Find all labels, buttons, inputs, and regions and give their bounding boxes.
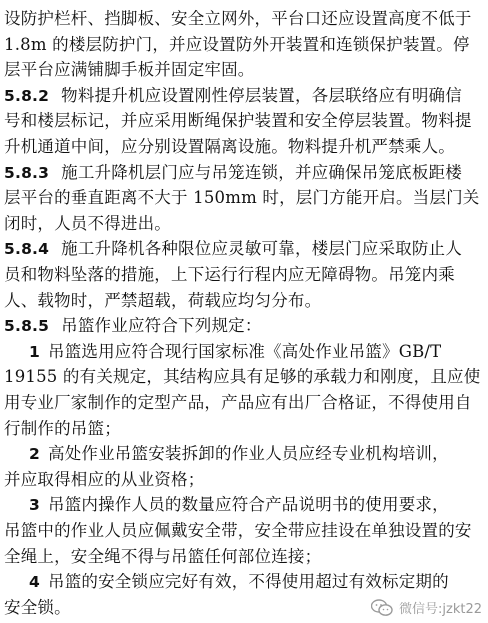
text-line <box>4 83 462 109</box>
line-text: 施工升降机层门应与吊笼连锁，并应确保吊笼底板距楼 <box>61 162 462 182</box>
line-text: 号和楼层标记，并应采用断绳保护装置和安全停层装置。物料提 <box>4 111 472 131</box>
line-text: 用专业厂家制作的定型产品，产品应有出厂合格证，不得使用自 <box>4 393 472 412</box>
line-text: 高处作业吊篮安装拆卸的作业人员应经专业机构培训， <box>48 444 449 464</box>
item-number: 3 <box>29 496 40 515</box>
line-text: 层平台应满铺脚手板并固定牢固。 <box>4 60 255 80</box>
text-line <box>4 569 449 595</box>
line-text: 吊篮作业应符合下列规定： <box>61 316 262 336</box>
wechat-icon <box>371 599 393 617</box>
line-text: 物料提升机应设置刚性停层装置，各层联络应有明确信 <box>61 85 462 105</box>
text-line <box>4 134 455 160</box>
text-line <box>4 441 449 467</box>
text-line <box>4 108 472 134</box>
watermark-text: 微信号:jzkt22 <box>399 602 482 617</box>
line-text: 升机通道中间，应分别设置隔离设施。物料提升机严禁乘人。 <box>4 137 455 156</box>
line-text: 行制作的吊篮； <box>4 418 121 438</box>
text-line <box>4 262 455 288</box>
text-line <box>4 467 204 493</box>
text-line <box>4 544 321 570</box>
line-text: 吊篮选用应符合现行国家标准《高处作业吊篮》GB/T <box>48 341 442 361</box>
text-line <box>4 339 441 365</box>
line-text: 19155 的有关规定，其结构应具有足够的承载力和刚度，且应使 <box>4 367 481 387</box>
text-line <box>4 160 462 186</box>
line-text: 吊篮的安全锁应完好有效，不得使用超过有效标定期的 <box>48 572 449 592</box>
text-line <box>4 57 255 83</box>
line-text: 人、载物时，严禁超载，荷载应均匀分布。 <box>4 290 322 310</box>
text-line <box>4 390 472 416</box>
line-text: 员和物料坠落的措施，上下运行行程内应无障碍物。吊笼内乘 <box>4 265 455 284</box>
text-line <box>4 32 470 58</box>
text-line <box>4 236 462 262</box>
text-line <box>4 492 449 518</box>
item-number: 2 <box>29 445 40 464</box>
clause-number: 5.8.2 <box>4 86 50 105</box>
line-text: 全绳上，安全绳不得与吊篮任何部位连接； <box>4 546 322 566</box>
clause-number: 5.8.3 <box>4 163 50 182</box>
text-line <box>4 364 480 390</box>
text-line <box>4 6 472 32</box>
item-number: 1 <box>29 342 40 361</box>
line-text: 吊篮内操作人员的数量应符合产品说明书的使用要求， <box>48 495 449 515</box>
wechat-watermark <box>371 598 482 617</box>
text-line <box>4 211 171 237</box>
line-text: 安全锁。 <box>4 597 71 617</box>
text-line <box>4 416 121 442</box>
item-number: 4 <box>29 573 40 592</box>
line-text: 层平台的垂直距离不大于 150mm 时，层门方能开启。当层门关 <box>4 188 480 208</box>
line-text: 并应取得相应的从业资格； <box>4 469 205 489</box>
line-text: 设防护栏杆、挡脚板、安全立网外，平台口还应设置高度不低于 <box>4 9 472 28</box>
text-line <box>4 288 321 314</box>
line-text: 吊篮中的作业人员应佩戴安全带，安全带应挂设在单独设置的安 <box>4 521 472 540</box>
line-text: 施工升降机各种限位应灵敏可靠，楼层门应采取防止人 <box>61 239 462 259</box>
line-text: 1.8m 的楼层防护门，并应设置防外开装置和连锁保护装置。停 <box>4 34 470 54</box>
clause-number: 5.8.5 <box>4 317 50 336</box>
text-line <box>4 313 262 339</box>
text-line <box>4 185 479 211</box>
text-line <box>4 518 472 544</box>
clause-number: 5.8.4 <box>4 240 50 259</box>
line-text: 闭时，人员不得进出。 <box>4 213 171 233</box>
text-line <box>4 595 71 621</box>
